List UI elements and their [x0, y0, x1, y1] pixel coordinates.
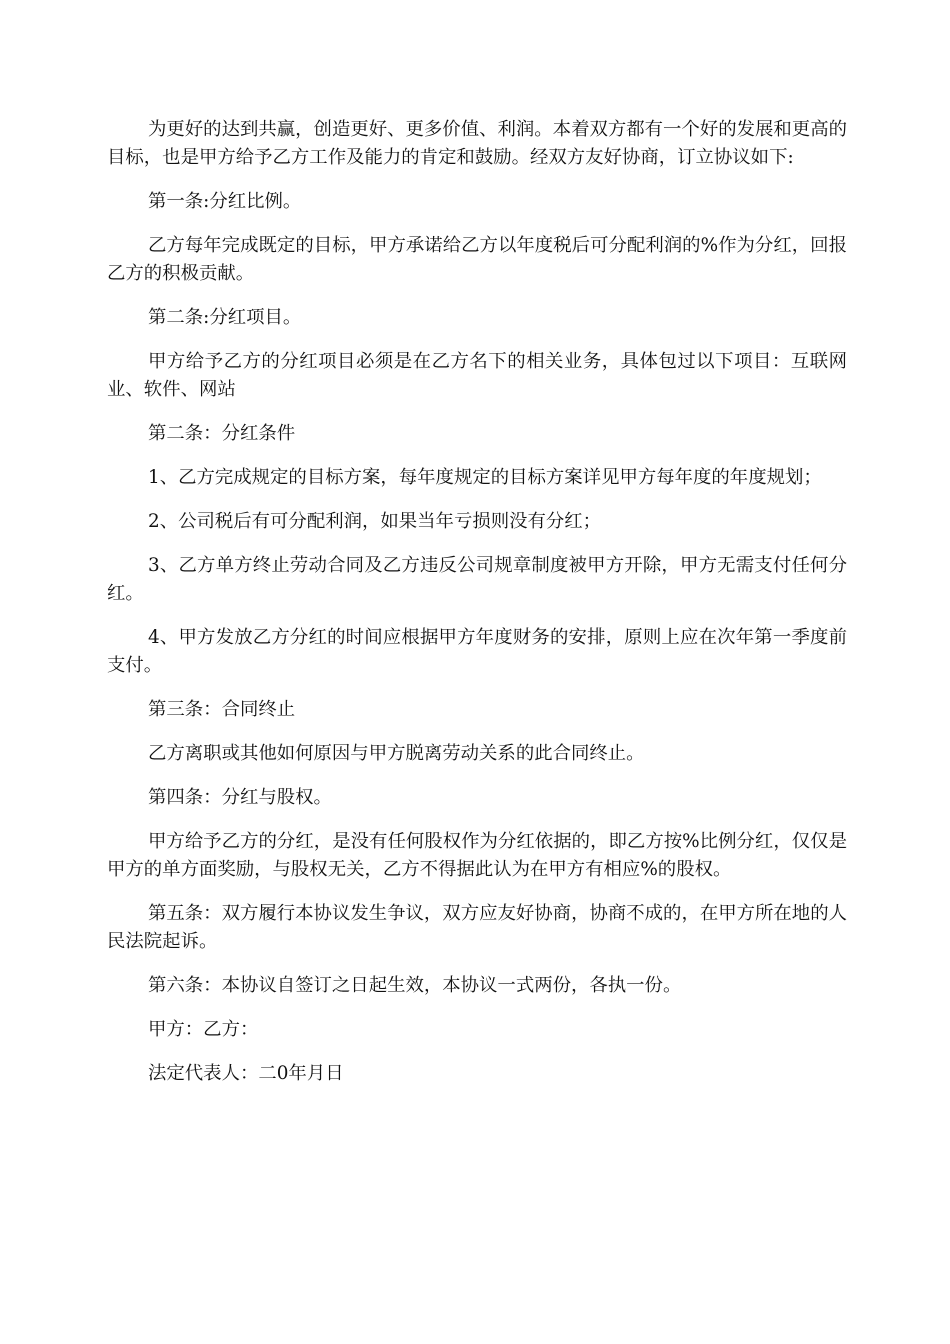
article-6-body: 第六条：本协议自签订之日起生效，本协议一式两份，各执一份。 [148, 975, 682, 996]
condition-item-2: 2、公司税后有可分配利润，如果当年亏损则没有分红； [148, 511, 602, 532]
conditions-heading: 第二条：分红条件 [148, 423, 296, 444]
condition-item-3: 3、乙方单方终止劳动合同及乙方违反公司规章制度被甲方开除，甲方无需支付任何分红。 [107, 555, 847, 604]
article-4-body: 甲方给予乙方的分红，是没有任何股权作为分红依据的，即乙方按%比例分红，仅仅是甲方的单方面奖励，与股权无关，乙方不得据此认为在甲方有相应%的股权。 [107, 831, 847, 880]
condition-item-4: 4、甲方发放乙方分红的时间应根据甲方年度财务的安排，原则上应在次年第一季度前支付。 [107, 627, 847, 676]
article-2-heading: 第二条:分红项目。 [148, 307, 302, 328]
article-1-heading: 第一条:分红比例。 [148, 191, 302, 212]
document-page [107, 116, 847, 1104]
article-3-body: 乙方离职或其他如何原因与甲方脱离劳动关系的此合同终止。 [148, 743, 645, 764]
article-4-heading: 第四条：分红与股权。 [148, 787, 332, 808]
article-5-body: 第五条：双方履行本协议发生争议，双方应友好协商，协商不成的，在甲方所在地的人民法院起诉。 [107, 903, 847, 952]
intro-paragraph: 为更好的达到共赢，创造更好、更多价值、利润。本着双方都有一个好的发展和更高的目标，也是甲方给予乙方工作及能力的肯定和鼓励。经双方友好协商，订立协议如下: [107, 119, 847, 168]
article-1-body: 乙方每年完成既定的目标，甲方承诺给乙方以年度税后可分配利润的%作为分红，回报乙方的积极贡献。 [107, 235, 847, 284]
article-3-heading: 第三条：合同终止 [148, 699, 296, 720]
condition-item-1: 1、乙方完成规定的目标方案，每年度规定的目标方案详见甲方每年度的年度规划； [148, 467, 822, 488]
parties-signature-line: 甲方：乙方： [148, 1019, 259, 1040]
legal-representative-date-line: 法定代表人：二0年月日 [148, 1063, 344, 1084]
article-2-body: 甲方给予乙方的分红项目必须是在乙方名下的相关业务，具体包过以下项目：互联网业、软件、网站 [107, 351, 847, 400]
